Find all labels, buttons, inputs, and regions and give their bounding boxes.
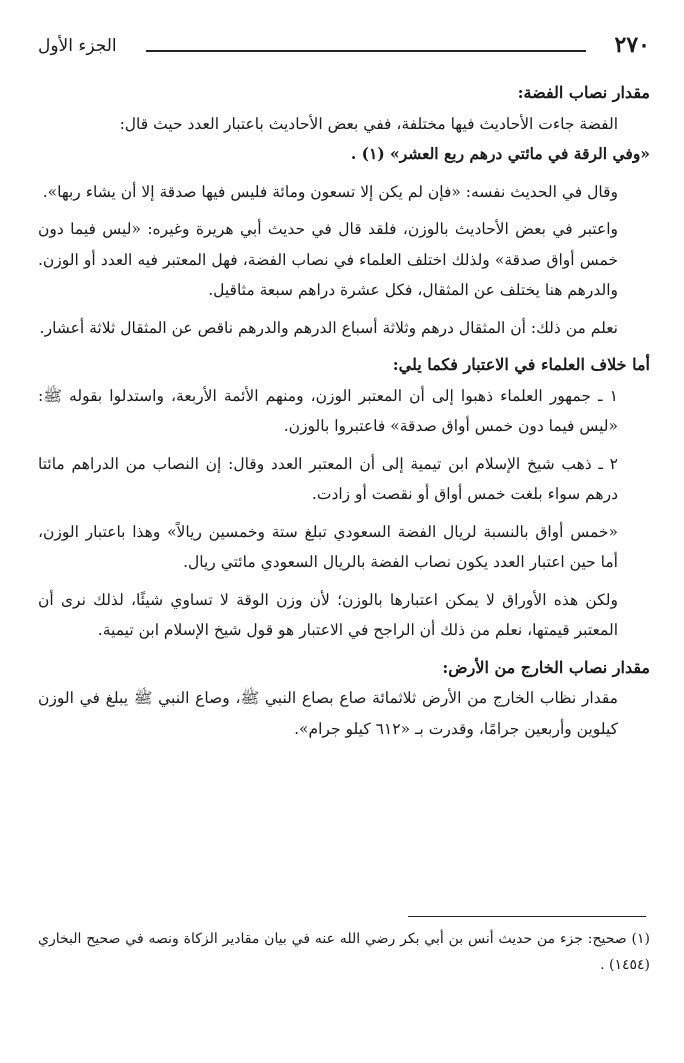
spacer [38, 343, 650, 350]
hadith-quote: «وفي الرقة في مائتي درهم ربع العشر» (١) . [350, 144, 650, 163]
paragraph: مقدار نظاب الخارج من الأرض ثلاثمائة صاع بصاع النبي ﷺ، وصاع النبي ﷺ يبلغ في الوزن كيلوين وأربعين جرامًا، وقدرت بـ «٦١٢ كيلو جرام». [38, 689, 618, 738]
paragraph: واعتبر في بعض الأحاديث بالوزن، فلقد قال في حديث أبي هريرة وغيره: «ليس فيما دون خمس أواق صدقة» ولذلك اختلف العلماء في نصاب الفضة، فهل المعتبر فيه العدد أو الوزن. والدرهم هنا يختلف عن المثقال، فكل عشرة دراهم سبعة مثاقيل. [38, 220, 618, 299]
spacer [38, 207, 650, 214]
heading-scholars-dispute: أما خلاف العلماء في الاعتبار فكما يلي: [392, 355, 650, 374]
paragraph: وقال في الحديث نفسه: «فإن لم يكن إلا تسعون ومائة فليس فيها صدقة إلا أن يشاء ربها». [42, 182, 618, 201]
heading-land-produce-nisab: مقدار نصاب الخارج من الأرض: [442, 657, 650, 677]
list-item: ١ ـ جمهور العلماء ذهبوا إلى أن المعتبر الوزن، ومنهم الأئمة الأربعة، واستدلوا بقوله ﷺ: «ليس فيما دون خمس أواق صدقة» فاعتبروا بالوزن. [38, 386, 618, 435]
part-title: الجزء الأول [38, 36, 117, 56]
spacer [38, 578, 650, 585]
spacer [38, 510, 650, 517]
page-header [38, 28, 650, 68]
spacer [38, 306, 650, 313]
spacer [38, 442, 650, 449]
paragraph: الفضة جاءت الأحاديث فيها مختلفة، ففي بعض الأحاديث باعتبار العدد حيث قال: [119, 114, 618, 133]
paragraph: «خمس أواق بالنسبة لريال الفضة السعودي تبلغ ستة وخمسين ريالاً» وهذا باعتبار الوزن، أما حين اعتبار العدد يكون نصاب الفضة بالريال السعودي مائتي ريال. [38, 522, 618, 571]
paragraph: نعلم من ذلك: أن المثقال درهم وثلاثة أسباع الدرهم والدرهم ناقص عن المثقال ثلاثة أعشار. [39, 318, 618, 337]
page-body [38, 78, 650, 744]
list-item: ٢ ـ ذهب شيخ الإسلام ابن تيمية إلى أن المعتبر العدد وقال: إن النصاب من الدراهم مائتا درهم سواء بلغت خمس أواق أو نقصت أو زادت. [38, 454, 618, 503]
footnote-rule [408, 916, 646, 917]
spacer [38, 170, 650, 177]
paragraph: ولكن هذه الأوراق لا يمكن اعتبارها بالوزن؛ لأن وزن الوقة لا تساوي شيئًا، لذلك نرى أن المعتبر قيمتها، نعلم من ذلك أن الراجح في الاعتبار هو قول شيخ الإسلام ابن تيمية. [38, 590, 618, 639]
spacer [38, 646, 650, 653]
page-number: ٢٧٠ [614, 32, 650, 58]
heading-silver-nisab: مقدار نصاب الفضة: [517, 83, 650, 102]
footnote: (١) صحيح: جزء من حديث أنس بن أبي بكر رضي الله عنه في بيان مقادير الزكاة ونصه في صحيح البخاري (١٤٥٤) . [38, 931, 650, 973]
header-rule [146, 50, 586, 52]
